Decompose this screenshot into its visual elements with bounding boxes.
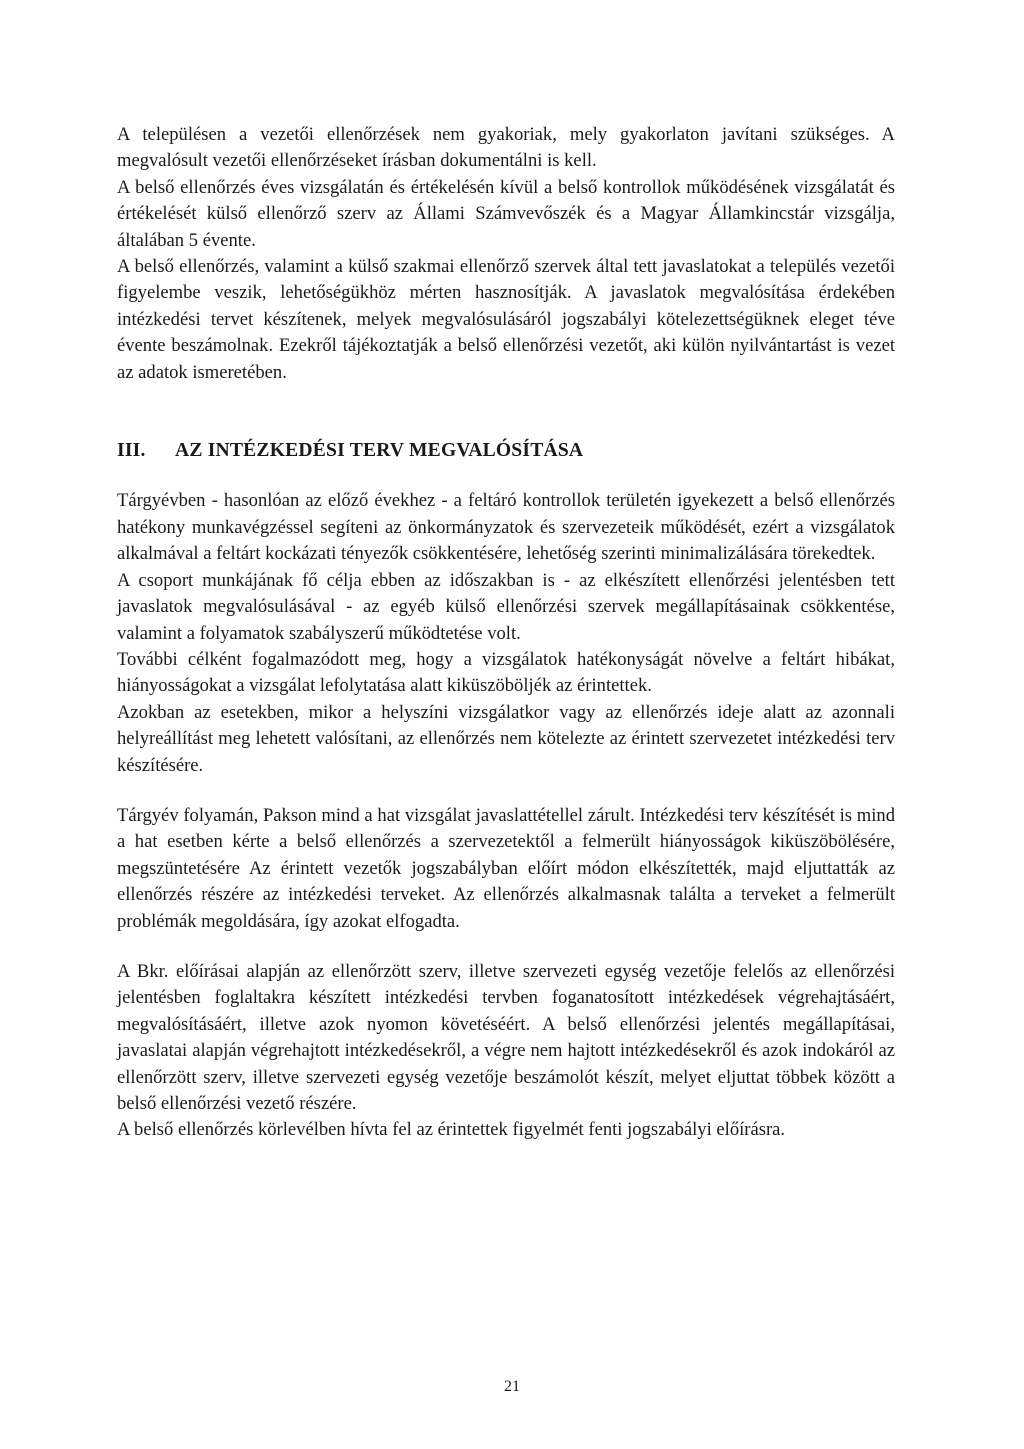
paragraph: A belső ellenőrzés, valamint a külső szakmai ellenőrző szervek által tett javaslatokat a település vezetői figyelembe veszik, lehetőségükhöz mérten hasznosítják. A javaslatok megvalósítása érdekében intézkedési tervet készítenek, melyek megvalósulásáról jogszabályi kötelezettségüknek eleget téve évente beszámolnak. Ezekről tájékoztatják a belső ellenőrzési vezetőt, aki külön nyilvántartást is vezet az adatok ismeretében.	[117, 256, 895, 383]
section-action-plan-intro	[117, 488, 895, 778]
paragraph: További célként fogalmazódott meg, hogy a vizsgálatok hatékonyságát növelve a feltárt hibákat, hiányosságokat a vizsgálat lefolytatása alatt kiküszöböljék az érintettek.	[117, 648, 895, 697]
spacer	[117, 464, 895, 488]
section-bkr-rules	[117, 959, 895, 1144]
paragraph: A településen a vezetői ellenőrzések nem gyakoriak, mely gyakorlaton javítani szükséges. A megvalósult vezetői ellenőrzéseket írásban dokumentálni is kell.	[117, 124, 895, 172]
section-paks-audits	[117, 803, 895, 935]
paragraph: A belső ellenőrzés körlevélben hívta fel az érintettek figyelmét fenti jogszabályi előírásra.	[117, 1119, 786, 1141]
page-number: 21	[504, 1378, 520, 1395]
document-page	[117, 122, 895, 1144]
paragraph: Tárgyévben - hasonlóan az előző évekhez - a feltáró kontrollok területén igyekezett a belső ellenőrzés hatékony munkavégzéssel segíteni az önkormányzatok és szervezeteik működését, ezért a vizsgálatok alkalmával a feltárt kockázati tényezők csökkentésére, lehetőség szerinti minimalizálására törekedtek.	[117, 490, 895, 565]
spacer	[117, 779, 895, 803]
paragraph: A csoport munkájának fő célja ebben az időszakban is - az elkészített ellenőrzési jelentésben tett javaslatok megvalósulásával - az egyéb külső ellenőrzési szervek megállapításainak csökkentése, valamint a folyamatok szabályszerű működtetése volt.	[117, 569, 895, 644]
paragraph: Azokban az esetekben, mikor a helyszíni vizsgálatkor vagy az ellenőrzés ideje alatt az azonnali helyreállítást meg lehetett valósítani, az ellenőrzés nem kötelezte az érintett szervezetet intézkedési terv készítésére.	[117, 701, 895, 776]
section-title: AZ INTÉZKEDÉSI TERV MEGVALÓSÍTÁSA	[175, 440, 584, 462]
paragraph: Tárgyév folyamán, Pakson mind a hat vizsgálat javaslattétellel zárult. Intézkedési terv készítését is mind a hat esetben kérte a belső ellenőrzés a szervezetektől a felmerült hiányosságok kiküszöbölésére, megszüntetésére Az érintett vezetők jogszabályban előírt módon elkészítették, majd eljuttatták az ellenőrzés részére az intézkedési terveket. Az ellenőrzés alkalmasnak találta a terveket a felmerült problémák megoldására, így azokat elfogadta.	[117, 804, 895, 932]
paragraph: A Bkr. előírásai alapján az ellenőrzött szerv, illetve szervezeti egység vezetője felelős az ellenőrzési jelentésben foglaltakra készített intézkedési tervben foganatosított intézkedések végrehajtásáért, megvalósításáért, illetve azok nyomon követéséért. A belső ellenőrzési jelentés megállapításai, javaslatai alapján végrehajtott intézkedésekről, a végre nem hajtott intézkedésekről és azok indokáról az ellenőrzött szerv, illetve szervezeti egység vezetője beszámolót készít, melyet eljuttat többek között a belső ellenőrzési vezető részére.	[117, 960, 895, 1114]
paragraph: A belső ellenőrzés éves vizsgálatán és értékelésén kívül a belső kontrollok működésének vizsgálatát és értékelését külső ellenőrző szerv az Állami Számvevőszék és a Magyar Államkincstár vizsgálja, általában 5 évente.	[117, 176, 895, 251]
spacer	[117, 386, 895, 438]
section-controls-summary	[117, 122, 895, 386]
section-heading	[117, 438, 895, 464]
spacer	[117, 935, 895, 959]
section-number: III.	[117, 440, 146, 462]
